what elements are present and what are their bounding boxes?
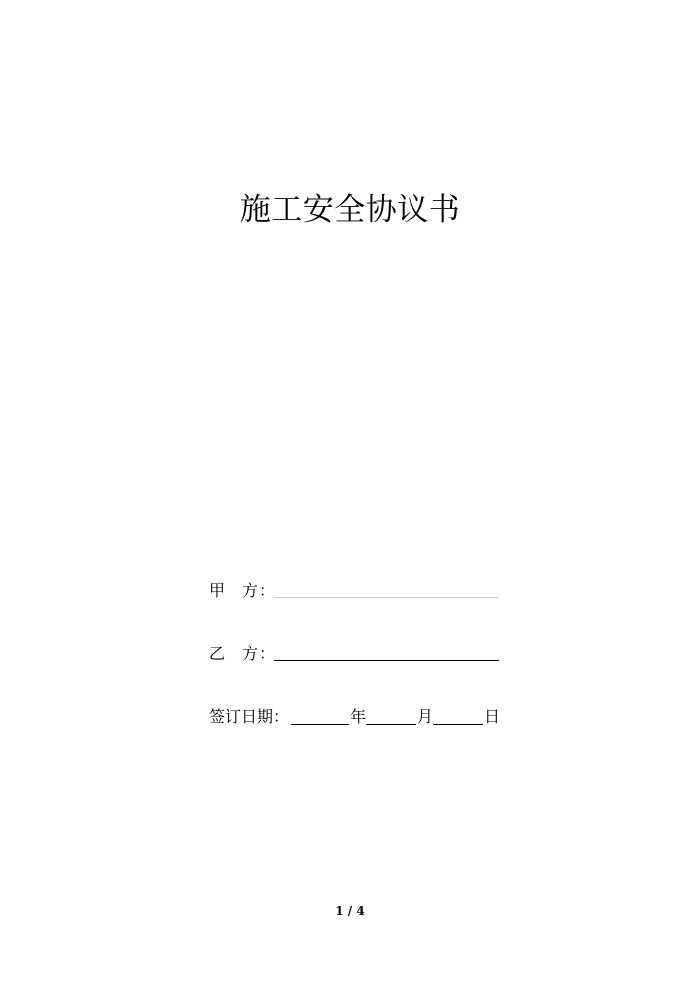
party-a-label-second: 方 xyxy=(242,581,259,600)
party-b-colon: ： xyxy=(259,644,276,663)
month-blank-line[interactable] xyxy=(366,724,416,725)
party-b-label-first: 乙 xyxy=(209,644,226,663)
party-a-blank-line[interactable] xyxy=(274,597,499,598)
party-b-label-second: 方 xyxy=(242,644,259,663)
day-unit: 日 xyxy=(484,707,501,726)
page-number: 1 / 4 xyxy=(335,904,365,918)
party-b-blank-line[interactable] xyxy=(274,660,499,661)
month-unit: 月 xyxy=(417,707,434,726)
document-title: 施工安全协议书 xyxy=(239,192,461,228)
day-blank-line[interactable] xyxy=(433,724,483,725)
party-a-label-first: 甲 xyxy=(209,581,226,600)
signing-date-label: 签订日期： xyxy=(209,707,290,726)
year-unit: 年 xyxy=(350,707,367,726)
year-blank-line[interactable] xyxy=(291,724,349,725)
party-a-colon: ： xyxy=(259,581,276,600)
